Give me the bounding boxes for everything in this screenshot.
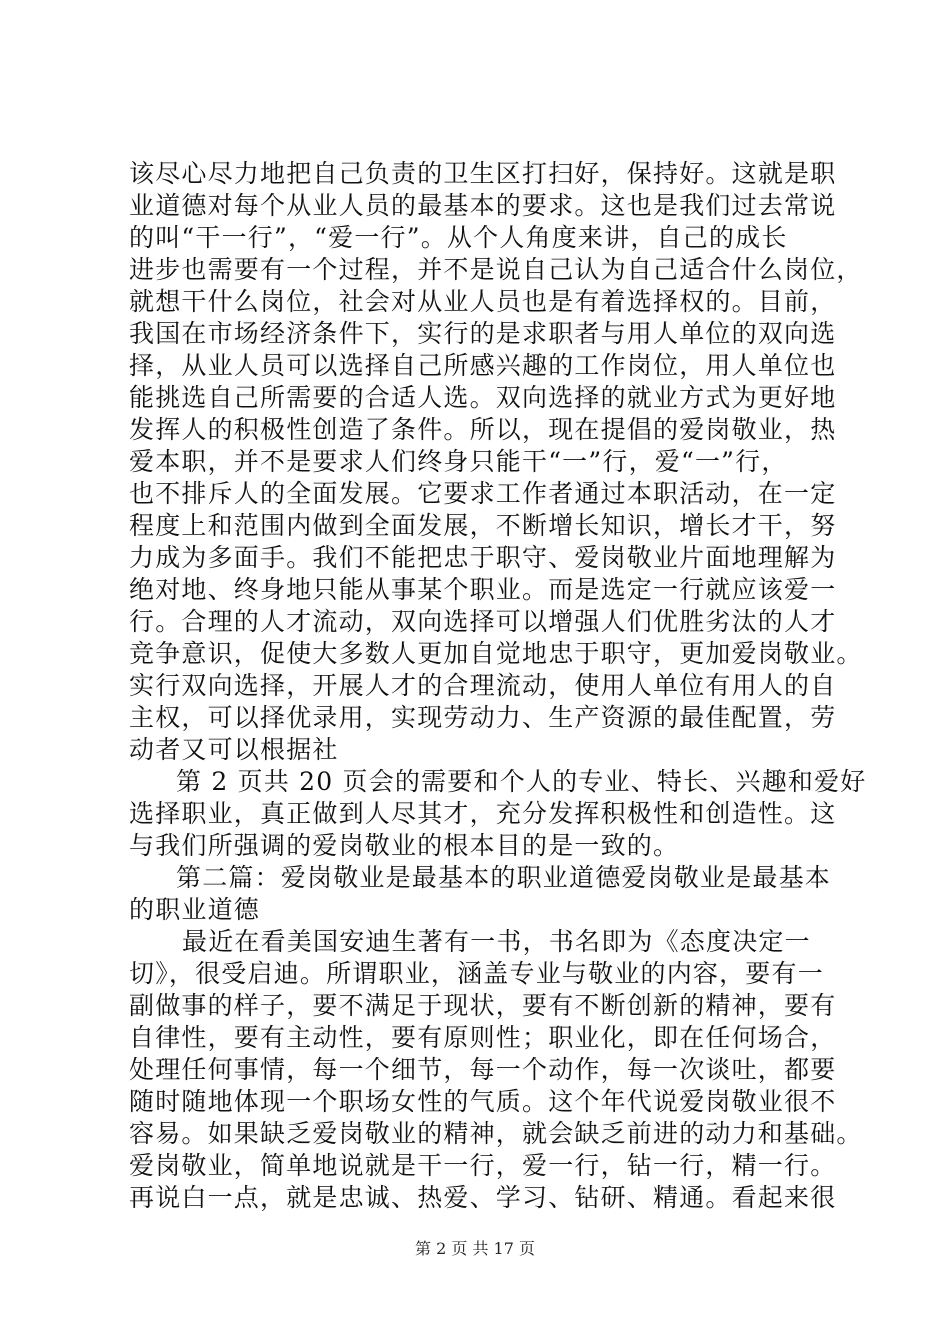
text-line: 择，从业人员可以选择自己所感兴趣的工作岗位，用人单位也 <box>129 351 837 380</box>
text-line: 的叫“干一行”，“爱一行”。从个人角度来讲，自己的成长 <box>129 223 788 252</box>
text-line: 自律性，要有主动性，要有原则性；职业化，即在任何场合， <box>129 1023 837 1052</box>
text-line: 最近在看美国安迪生著有一书，书名即为《态度决定一 <box>182 927 811 956</box>
body-text <box>129 158 867 1214</box>
text-line: 能挑选自己所需要的合适人选。双向选择的就业方式为更好地 <box>129 383 837 412</box>
text-line: 动者又可以根据社 <box>129 735 339 764</box>
text-line: 爱本职，并不是要求人们终身只能干“一”行，爱“一”行， <box>129 447 788 476</box>
text-line: 我国在市场经济条件下，实行的是求职者与用人单位的双向选 <box>129 319 837 348</box>
text-line: 第 2 页共 20 页会的需要和个人的专业、特长、兴趣和爱好 <box>176 767 867 796</box>
text-line: 切》，很受启迪。所谓职业，涵盖专业与敬业的内容，要有一 <box>129 959 824 988</box>
text-line: 程度上和范围内做到全面发展，不断增长知识，增长才干，努 <box>129 511 837 540</box>
text-line: 业道德对每个从业人员的最基本的要求。这也是我们过去常说 <box>129 191 837 220</box>
section-heading-line: 第二篇：爱岗敬业是最基本的职业道德爱岗敬业是最基本 <box>176 863 832 892</box>
text-line: 就想干什么岗位，社会对从业人员也是有着选择权的。目前， <box>129 287 837 316</box>
text-line: 爱岗敬业，简单地说就是干一行，爱一行，钻一行，精一行。 <box>129 1151 837 1180</box>
text-line: 竞争意识，促使大多数人更加自觉地忠于职守，更加爱岗敬业。 <box>129 639 863 668</box>
text-line: 实行双向选择，开展人才的合理流动，使用人单位有用人的自 <box>129 671 837 700</box>
text-line: 处理任何事情，每一个细节，每一个动作，每一次谈吐，都要 <box>129 1055 837 1084</box>
text-line: 主权，可以择优录用，实现劳动力、生产资源的最佳配置，劳 <box>129 703 837 732</box>
text-line: 绝对地、终身地只能从事某个职业。而是选定一行就应该爱一 <box>129 575 837 604</box>
text-line: 力成为多面手。我们不能把忠于职守、爱岗敬业片面地理解为 <box>129 543 837 572</box>
text-line: 行。合理的人才流动，双向选择可以增强人们优胜劣汰的人才 <box>129 607 837 636</box>
page-footer <box>0 1238 950 1260</box>
text-line: 再说白一点，就是忠诚、热爱、学习、钻研、精通。看起来很 <box>129 1183 837 1212</box>
text-line: 容易。如果缺乏爱岗敬业的精神，就会缺乏前进的动力和基础。 <box>129 1119 863 1148</box>
text-line: 发挥人的积极性创造了条件。所以，现在提倡的爱岗敬业，热 <box>129 415 837 444</box>
text-line: 随时随地体现一个职场女性的气质。这个年代说爱岗敬业很不 <box>129 1087 837 1116</box>
text-line: 也不排斥人的全面发展。它要求工作者通过本职活动，在一定 <box>129 479 837 508</box>
section-heading-line: 的职业道德 <box>129 895 261 924</box>
text-line: 与我们所强调的爱岗敬业的根本目的是一致的。 <box>129 831 680 860</box>
text-line: 该尽心尽力地把自己负责的卫生区打扫好，保持好。这就是职 <box>129 159 837 188</box>
text-line: 进步也需要有一个过程，并不是说自己认为自己适合什么岗位， <box>129 255 863 284</box>
text-line: 选择职业，真正做到人尽其才，充分发挥积极性和创造性。这 <box>129 799 837 828</box>
text-line: 副做事的样子，要不满足于现状，要有不断创新的精神，要有 <box>129 991 837 1020</box>
page-number-label: 第 2 页 共 17 页 <box>415 1239 535 1258</box>
